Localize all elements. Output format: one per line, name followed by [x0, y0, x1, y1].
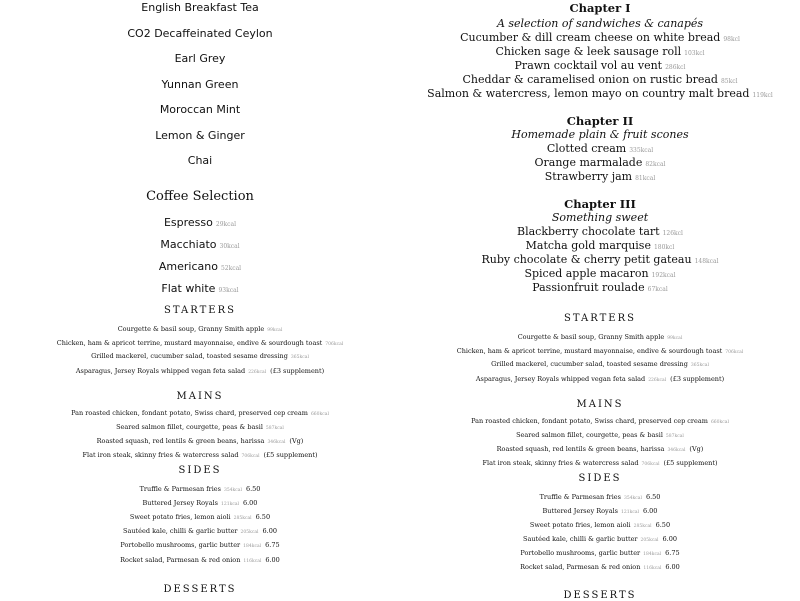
tea-item: Earl Grey [174, 52, 226, 65]
dish-name: Pan roasted chicken, fondant potato, Swiss chard, preserved cep cream [71, 409, 308, 417]
side-item [400, 507, 800, 515]
chapter-item [400, 45, 800, 58]
kcal-label: 706kcal [725, 350, 744, 355]
dish-name: Truffle & Parmesan fries [539, 493, 621, 501]
kcal-label: 706kcal [241, 454, 260, 459]
kcal-label: 285kcal [633, 524, 652, 529]
dish-name: Chicken, ham & apricot terrine, mustard mayonnaise, endive & sourdough toast [56, 339, 323, 347]
starter-item [0, 352, 400, 360]
side-item [0, 556, 400, 564]
supplement-note: (£3 supplement) [670, 375, 725, 383]
dish-name: Grilled mackerel, cucumber salad, toasted sesame dressing [491, 360, 688, 368]
kcal-label: 126kcl [662, 230, 683, 237]
chapter-item [400, 73, 800, 86]
kcal-label: 205kcal [240, 530, 259, 535]
dish-name: Portobello mushrooms, garlic butter [120, 541, 241, 549]
tea-item: Moroccan Mint [159, 103, 241, 116]
price: 6.00 [642, 507, 658, 515]
kcal-label: 285kcal [233, 516, 252, 521]
kcal-label: 226kcal [248, 370, 267, 375]
dietary-note: (Vg) [689, 445, 704, 453]
dish-name: Roasted squash, red lentils & green beans, harissa [96, 437, 265, 445]
price: 6.75 [265, 541, 280, 549]
main-item [0, 451, 400, 459]
kcal-label: 226kcal [648, 378, 667, 383]
coffee-item [0, 238, 400, 251]
price: 6.50 [255, 513, 271, 521]
kcal-label: 103kcl [684, 50, 705, 57]
starter-item [400, 375, 800, 383]
tea-item: Chai [187, 154, 213, 167]
side-item [400, 493, 800, 501]
side-item [400, 549, 800, 557]
kcal-label: 587kcal [665, 434, 684, 439]
price: 6.50 [645, 493, 661, 501]
price: 6.75 [665, 549, 680, 557]
dish-name: Blackberry chocolate tart [517, 225, 660, 238]
dish-name: Strawberry jam [544, 170, 633, 183]
kcal-label: 148kcal [694, 258, 719, 265]
price: 6.50 [245, 485, 261, 493]
kcal-label: 85kcl [720, 78, 738, 85]
dietary-note: (Vg) [289, 437, 304, 445]
kcal-label: 30kcal [219, 243, 240, 250]
mains-heading: MAINS [576, 399, 624, 410]
kcal-label: 184kcal [643, 552, 662, 557]
kcal-label: 346kcal [667, 448, 686, 453]
kcal-label: 660kcal [710, 420, 729, 425]
starter-item [400, 360, 800, 368]
dish-name: Rocket salad, Parmesan & red onion [120, 556, 241, 564]
supplement-note: (£5 supplement) [663, 459, 718, 467]
coffee-item [0, 282, 400, 295]
dish-name: Cheddar & caramelised onion on rustic bread [462, 73, 718, 86]
kcal-label: 121kcal [221, 502, 239, 507]
dish-name: Pan roasted chicken, fondant potato, Swiss chard, preserved cep cream [471, 417, 708, 425]
kcal-label: 706kcal [325, 342, 344, 347]
main-item [400, 445, 800, 453]
starter-item [400, 333, 800, 341]
dish-name: Spiced apple macaron [524, 267, 649, 280]
kcal-label: 192kcal [651, 272, 676, 279]
starter-item [400, 347, 800, 355]
chapter-subtitle: Homemade plain & fruit scones [511, 128, 689, 141]
kcal-label: 587kcal [265, 426, 284, 431]
dish-name: Courgette & basil soup, Granny Smith apple [117, 325, 265, 333]
kcal-label: 354kcal [623, 496, 642, 501]
supplement-note: (£3 supplement) [270, 367, 325, 375]
kcal-label: 52kcal [220, 265, 242, 272]
dish-name: Flat iron steak, skinny fries & watercress salad [482, 459, 639, 467]
dish-name: Matcha gold marquise [525, 239, 651, 252]
kcal-label: 205kcal [640, 538, 659, 543]
price: 6.00 [665, 563, 680, 571]
price: 6.00 [262, 527, 277, 535]
dish-name: Chicken sage & leek sausage roll [495, 45, 682, 58]
starter-item [0, 325, 400, 333]
chapter-subtitle: A selection of sandwiches & canapés [496, 17, 704, 30]
kcal-label: 82kcal [645, 161, 666, 168]
coffee-name: Americano [158, 260, 218, 273]
dish-name: Truffle & Parmesan fries [139, 485, 221, 493]
chapter-item [400, 253, 800, 266]
side-item [0, 499, 400, 507]
kcal-label: 29kcal [215, 221, 237, 228]
starter-item [0, 339, 400, 347]
chapter-item [400, 267, 800, 280]
coffee-name: Flat white [161, 282, 216, 295]
kcal-label: 121kcal [621, 510, 639, 515]
tea-item: CO2 Decaffeinated Ceylon [127, 27, 273, 40]
kcal-label: 81kcal [635, 175, 656, 182]
dish-name: Asparagus, Jersey Royals whipped vegan feta salad [475, 375, 646, 383]
side-item [0, 485, 400, 493]
sides-heading: SIDES [578, 473, 622, 484]
kcal-label: 335kcal [629, 147, 654, 154]
main-item [0, 409, 400, 417]
chapter-item [400, 225, 800, 238]
dish-name: Sautéed kale, chilli & garlic butter [523, 535, 638, 543]
dish-name: Portobello mushrooms, garlic butter [520, 549, 641, 557]
kcal-label: 116kcal [643, 566, 662, 571]
kcal-label: 660kcal [310, 412, 329, 417]
dish-name: Passionfruit roulade [532, 281, 645, 294]
kcal-label: 119kcl [752, 92, 773, 99]
tea-item: English Breakfast Tea [141, 1, 259, 14]
dish-name: Salmon & watercress, lemon mayo on country malt bread [427, 87, 750, 100]
main-item [0, 437, 400, 445]
main-item [400, 417, 800, 425]
dish-name: Asparagus, Jersey Royals whipped vegan feta salad [75, 367, 246, 375]
chapter-item [400, 87, 800, 100]
price: 6.50 [655, 521, 671, 529]
chapter-title: Chapter I [569, 1, 631, 15]
chapter-item [400, 59, 800, 72]
kcal-label: 98kcl [723, 36, 740, 43]
dish-name: Cucumber & dill cream cheese on white bread [460, 31, 721, 44]
side-item [400, 521, 800, 529]
dish-name: Orange marmalade [534, 156, 643, 169]
price: 6.00 [662, 535, 677, 543]
kcal-label: 286kcl [665, 64, 686, 71]
dish-name: Seared salmon fillet, courgette, peas & basil [516, 431, 663, 439]
dish-name: Chicken, ham & apricot terrine, mustard mayonnaise, endive & sourdough toast [456, 347, 723, 355]
chapter-item [400, 142, 800, 155]
sides-heading: SIDES [178, 465, 222, 476]
kcal-label: 346kcal [267, 440, 286, 445]
kcal-label: 99kcal [267, 328, 283, 333]
side-item [0, 527, 400, 535]
chapter-title: Chapter II [566, 114, 634, 128]
dish-name: Clotted cream [546, 142, 627, 155]
dish-name: Grilled mackerel, cucumber salad, toasted sesame dressing [91, 352, 288, 360]
desserts-heading: DESSERTS [563, 590, 637, 601]
dish-name: Sweet potato fries, lemon aioli [529, 521, 631, 529]
coffee-name: Espresso [163, 216, 213, 229]
starters-heading: STARTERS [164, 305, 236, 316]
dish-name: Flat iron steak, skinny fries & watercress salad [82, 451, 239, 459]
mains-heading: MAINS [176, 391, 224, 402]
dish-name: Ruby chocolate & cherry petit gateau [481, 253, 692, 266]
price: 6.00 [242, 499, 258, 507]
starters-heading: STARTERS [564, 313, 636, 324]
chapter-item [400, 281, 800, 294]
chapter-item [400, 170, 800, 183]
dish-name: Courgette & basil soup, Granny Smith apple [517, 333, 665, 341]
chapter-subtitle: Something sweet [551, 211, 649, 224]
coffee-item [0, 260, 400, 273]
kcal-label: 354kcal [223, 488, 242, 493]
kcal-label: 365kcal [690, 363, 709, 368]
main-item [0, 423, 400, 431]
tea-item: Yunnan Green [161, 78, 239, 91]
dish-name: Sweet potato fries, lemon aioli [129, 513, 231, 521]
price: 6.00 [265, 556, 280, 564]
tea-item: Lemon & Ginger [155, 129, 245, 142]
chapter-title: Chapter III [564, 197, 636, 211]
dish-name: Buttered Jersey Royals [542, 507, 618, 515]
kcal-label: 184kcal [243, 544, 262, 549]
starter-item [0, 367, 400, 375]
kcal-label: 365kcal [290, 355, 309, 360]
side-item [400, 563, 800, 571]
side-item [400, 535, 800, 543]
kcal-label: 180kcl [653, 244, 675, 251]
main-item [400, 459, 800, 467]
dish-name: Seared salmon fillet, courgette, peas & basil [116, 423, 263, 431]
desserts-heading: DESSERTS [163, 584, 237, 595]
chapter-item [400, 156, 800, 169]
supplement-note: (£5 supplement) [263, 451, 318, 459]
side-item [0, 513, 400, 521]
chapter-item [400, 31, 800, 44]
kcal-label: 67kcal [647, 286, 668, 293]
coffee-item [0, 216, 400, 229]
side-item [0, 541, 400, 549]
coffee-name: Macchiato [160, 238, 217, 251]
coffee-title: Coffee Selection [146, 189, 254, 204]
main-item [400, 431, 800, 439]
kcal-label: 99kcal [667, 336, 683, 341]
dish-name: Roasted squash, red lentils & green beans, harissa [496, 445, 665, 453]
dish-name: Sautéed kale, chilli & garlic butter [123, 527, 238, 535]
dish-name: Rocket salad, Parmesan & red onion [520, 563, 641, 571]
dish-name: Buttered Jersey Royals [142, 499, 218, 507]
dish-name: Prawn cocktail vol au vent [514, 59, 663, 72]
chapter-item [400, 239, 800, 252]
kcal-label: 116kcal [243, 559, 262, 564]
kcal-label: 93kcal [218, 287, 239, 294]
kcal-label: 706kcal [641, 462, 660, 467]
